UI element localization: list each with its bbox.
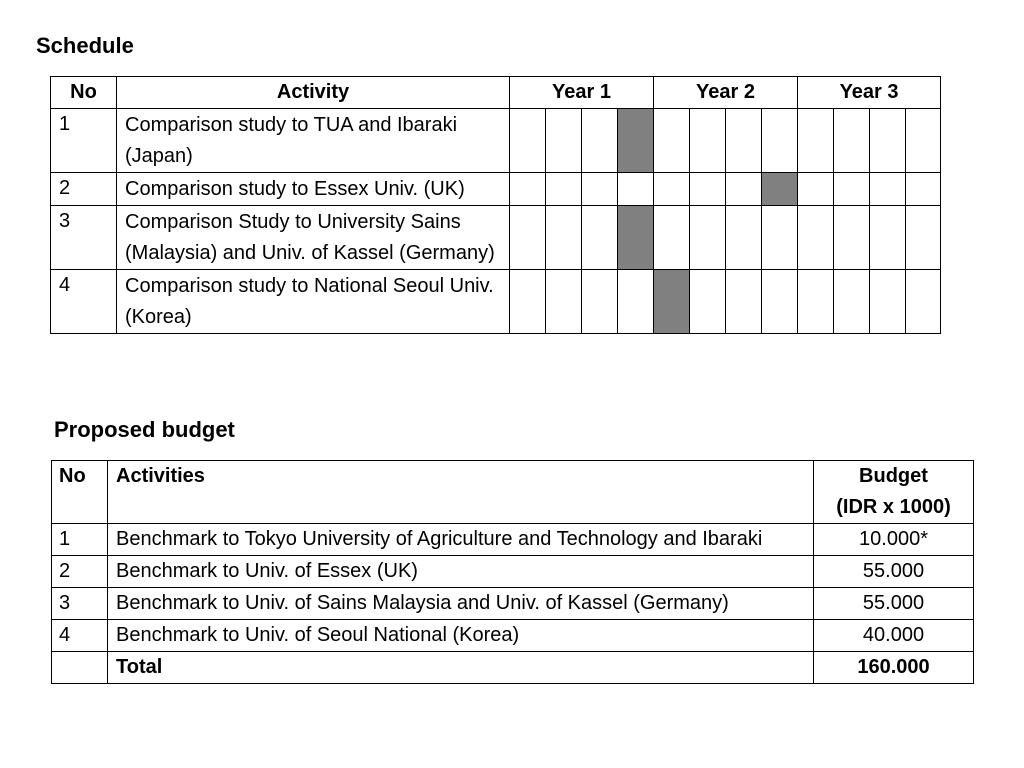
schedule-cell: [690, 173, 726, 206]
schedule-cell: [834, 109, 870, 173]
schedule-cell: [834, 206, 870, 270]
schedule-cell: [834, 173, 870, 206]
schedule-cell: [546, 173, 582, 206]
schedule-row: [51, 270, 941, 334]
schedule-cell: [726, 109, 762, 173]
budget-row-activity: Benchmark to Univ. of Essex (UK): [108, 556, 814, 588]
schedule-cell-filled: [618, 206, 654, 270]
budget-header-budget-line1: Budget: [859, 465, 928, 487]
schedule-cell: [906, 173, 941, 206]
budget-row-amount: 40.000: [814, 620, 974, 652]
budget-row-amount: 55.000: [814, 556, 974, 588]
schedule-cell: [654, 206, 690, 270]
budget-total-no: [52, 652, 108, 684]
schedule-header-year-3: Year 3: [798, 77, 941, 109]
schedule-cell: [870, 206, 906, 270]
schedule-cell: [510, 270, 546, 334]
schedule-cell: [726, 206, 762, 270]
schedule-cell: [798, 206, 834, 270]
schedule-cell: [762, 109, 798, 173]
budget-header-budget: [814, 461, 974, 524]
schedule-row: [51, 173, 941, 206]
schedule-header-row: [51, 77, 941, 109]
budget-row-activity: Benchmark to Univ. of Seoul National (Korea): [108, 620, 814, 652]
budget-header-activities: Activities: [108, 461, 814, 524]
schedule-row-activity: Comparison Study to University Sains (Malaysia) and Univ. of Kassel (Germany): [117, 206, 510, 270]
schedule-cell: [582, 173, 618, 206]
budget-row: [52, 620, 974, 652]
schedule-cell: [762, 270, 798, 334]
budget-row-activity: Benchmark to Univ. of Sains Malaysia and Univ. of Kassel (Germany): [108, 588, 814, 620]
budget-header-budget-line2: (IDR x 1000): [836, 496, 951, 518]
schedule-row-no: 1: [51, 109, 117, 173]
budget-table: [51, 460, 974, 684]
schedule-header-year-2: Year 2: [654, 77, 798, 109]
schedule-row: [51, 206, 941, 270]
schedule-cell: [690, 270, 726, 334]
schedule-header-activity: Activity: [117, 77, 510, 109]
schedule-cell: [870, 270, 906, 334]
budget-row-amount: 10.000*: [814, 524, 974, 556]
schedule-cell: [690, 109, 726, 173]
schedule-cell: [510, 206, 546, 270]
schedule-cell: [582, 206, 618, 270]
schedule-cell: [762, 206, 798, 270]
schedule-cell: [510, 173, 546, 206]
schedule-cell: [618, 270, 654, 334]
schedule-cell: [726, 173, 762, 206]
schedule-row-no: 4: [51, 270, 117, 334]
schedule-cell: [798, 109, 834, 173]
budget-total-row: [52, 652, 974, 684]
schedule-cell-filled: [762, 173, 798, 206]
budget-row: [52, 588, 974, 620]
budget-header-no: No: [52, 461, 108, 524]
schedule-cell: [870, 109, 906, 173]
schedule-cell: [618, 173, 654, 206]
schedule-cell: [870, 173, 906, 206]
schedule-cell: [654, 173, 690, 206]
budget-row-no: 2: [52, 556, 108, 588]
schedule-row-activity: Comparison study to Essex Univ. (UK): [117, 173, 510, 206]
schedule-cell: [510, 109, 546, 173]
schedule-row-activity: Comparison study to National Seoul Univ. (Korea): [117, 270, 510, 334]
budget-header-row: [52, 461, 974, 524]
schedule-cell: [654, 109, 690, 173]
schedule-cell: [906, 270, 941, 334]
schedule-cell: [582, 270, 618, 334]
budget-row: [52, 524, 974, 556]
schedule-cell: [798, 173, 834, 206]
schedule-table: [50, 76, 941, 334]
schedule-cell: [726, 270, 762, 334]
schedule-row-no: 2: [51, 173, 117, 206]
schedule-header-year-1: Year 1: [510, 77, 654, 109]
schedule-cell: [798, 270, 834, 334]
budget-row-no: 4: [52, 620, 108, 652]
budget-row-no: 1: [52, 524, 108, 556]
schedule-cell: [582, 109, 618, 173]
schedule-cell: [546, 109, 582, 173]
budget-row-activity: Benchmark to Tokyo University of Agriculture and Technology and Ibaraki: [108, 524, 814, 556]
schedule-title: Schedule: [36, 33, 134, 58]
schedule-cell: [546, 206, 582, 270]
budget-title: Proposed budget: [54, 417, 235, 442]
schedule-row: [51, 109, 941, 173]
budget-total-label: Total: [108, 652, 814, 684]
schedule-row-no: 3: [51, 206, 117, 270]
schedule-cell: [546, 270, 582, 334]
schedule-header-no: No: [51, 77, 117, 109]
schedule-row-activity: Comparison study to TUA and Ibaraki (Japan): [117, 109, 510, 173]
budget-row: [52, 556, 974, 588]
budget-row-no: 3: [52, 588, 108, 620]
schedule-cell-filled: [654, 270, 690, 334]
schedule-cell: [834, 270, 870, 334]
schedule-cell-filled: [618, 109, 654, 173]
schedule-cell: [906, 109, 941, 173]
budget-total-amount: 160.000: [814, 652, 974, 684]
budget-row-amount: 55.000: [814, 588, 974, 620]
schedule-cell: [906, 206, 941, 270]
schedule-cell: [690, 206, 726, 270]
